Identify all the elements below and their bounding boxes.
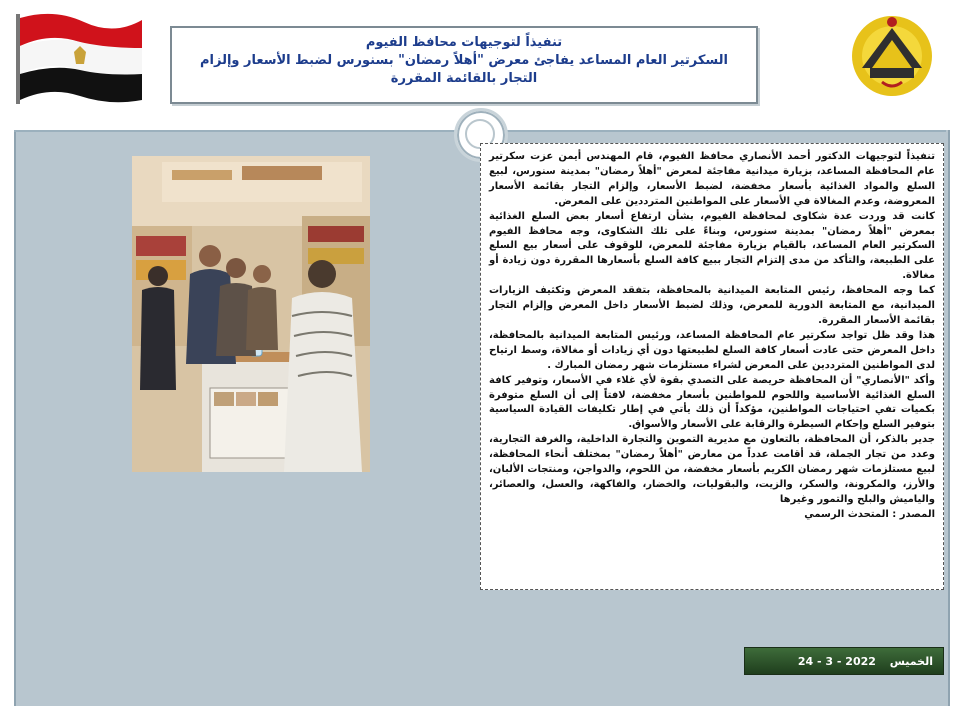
article-paragraph: كما وجه المحافظ، رئيس المتابعة الميدانية بالمحافظة، بتفقد المعرض وتكثيف الزيارات الميدانية، مع المتابعة الدورية للمعرض، وذلك لضبط الأسعار داخل المعرض وإلزام التجار بقائمة الأسعار المقررة. — [489, 285, 935, 326]
egypt-flag-icon — [14, 8, 146, 104]
article-paragraph: هذا وقد ظل تواجد سكرتير عام المحافظة المساعد، ورئيس المتابعة الميدانية بالمحافظة، داخل المعرض حتى عادت أسعار كافة السلع لطبيعتها دون أي زيادات أو مغالاة، وسط ارتياح لدى المواطنين المترددين على المعرض لشراء مستلزمات شهر رمضان المبارك . — [489, 329, 935, 371]
date-banner — [744, 647, 944, 675]
headline-kicker: تنفيذاً لتوجيهات محافظ الفيوم — [365, 35, 563, 50]
market-inspection-photo — [132, 156, 370, 472]
fayoum-governorate-logo — [846, 10, 938, 102]
divider-right — [504, 130, 946, 132]
article-paragraph: جدير بالذكر، أن المحافظة، بالتعاون مع مديرية التموين والتجارة الداخلية، والغرفة التجارية، وعدد من تجار الجملة، قد أقامت عدداً من معارض "أهلاً رمضان" بمختلف أنحاء المحافظة، لبيع مستلزمات شهر رمضان الكريم بأسعار مخفضة، من اللحوم، والدواجن، ومنتجات الألبان، والأرز، والمكرونة، والسكر، والزيت، والبقوليات، والخضار، والفاكهة، والعسل، والعصائر، والياميش والبلح والتمور وغيرها — [489, 434, 935, 505]
footer-edge — [0, 706, 960, 720]
headline-box — [170, 26, 758, 104]
article-paragraph: تنفيذاً لتوجيهات الدكتور أحمد الأنصاري محافظ الفيوم، قام المهندس أيمن عزت سكرتير عام المحافظة المساعد، بزيارة ميدانية مفاجئة لمعرض "أهلاً رمضان" بمدينة سنورس، لبيع السلع والمواد الغذائية بأسعار مخفضة، لضبط الأسعار، وإلزام التجار بقائمة الأسعار المعروضة، وعدم المغالاة في الأسعار على المواطنين المترددين على المعرض. — [489, 151, 935, 207]
date-day: الخميس — [889, 655, 933, 668]
article-paragraph: وأكد "الأنصاري" أن المحافظة حريصة على التصدي بقوة لأي غلاء في الأسعار، وتوفير كافة السلع الغذائية الأساسية واللحوم للمواطنين بأسعار مخفضة، لافتاً إلى أن السلع متوفرة بكميات تفي احتياجات المواطنين، مؤكداً أن ذلك يأتي في إطار تكليفات القيادة السياسية بتوفير السلع وإحكام السيطرة والرقابة على الأسعار والأسواق. — [489, 374, 935, 431]
article-paragraph: كانت قد وردت عدة شكاوى لمحافظة الفيوم، بشأن ارتفاع أسعار بعض السلع الغذائية بمعرض "أهلاً رمضان" بمدينة سنورس، وبناءً على تلك الشكاوى، وجه محافظ الفيوم السكرتير العام المساعد، بالقيام بزيارة مفاجئة للمعرض، للوقوف على أسعار بيع السلع على الطبيعة، والتأكد من مدى إلتزام التجار ببيع كافة السلع بأسعارها المقررة دون زيادة أو مغالاة. — [489, 210, 935, 282]
article-source: المصدر : المتحدث الرسمي — [804, 508, 935, 520]
divider-left — [14, 130, 454, 132]
article-body — [480, 143, 944, 590]
headline-title: السكرتير العام المساعد يفاجئ معرض "أهلاً رمضان" بسنورس لضبط الأسعار وإلزام التجار بالقائمة المقررة — [200, 53, 728, 86]
date-value: 24 - 3 - 2022 — [797, 655, 876, 668]
